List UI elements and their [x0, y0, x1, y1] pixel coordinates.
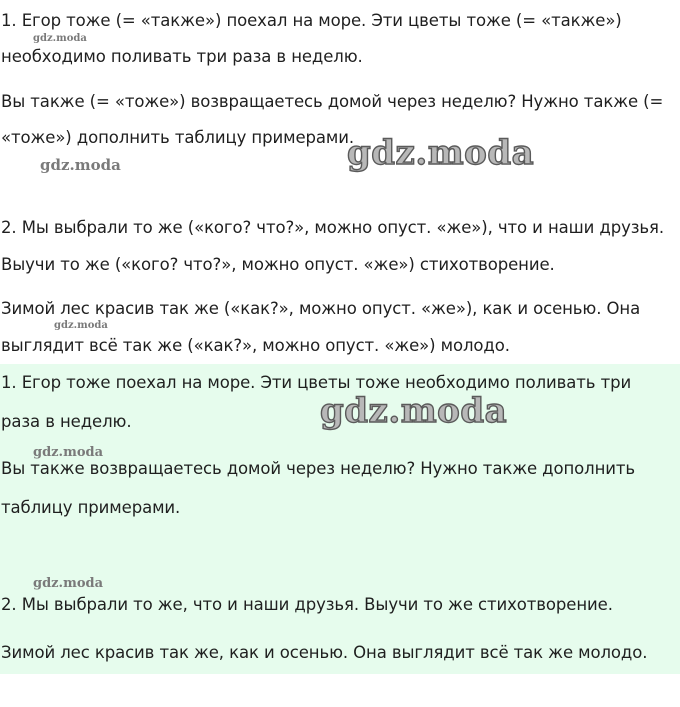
answer-line-6: Зимой лес красив так же, как и осенью. Она выглядит всё так же молодо.: [1, 643, 648, 662]
watermark-small: gdz.moda: [33, 445, 104, 460]
original-line-7: Зимой лес красив так же («как?», можно опуст. «же»), как и осенью. Она: [1, 299, 641, 318]
original-line-2: необходимо поливать три раза в неделю.: [1, 47, 363, 66]
watermark-medium: gdz.moda: [40, 156, 121, 174]
answer-line-1: 1. Егор тоже поехал на море. Эти цветы тоже необходимо поливать три: [1, 373, 632, 392]
watermark-large: gdz.moda: [320, 391, 508, 431]
original-line-3: Вы также (= «тоже») возвращаетесь домой через неделю? Нужно также (=: [1, 92, 664, 111]
watermark-large: gdz.moda: [347, 133, 535, 173]
watermark-small: gdz.moda: [33, 576, 104, 591]
watermark-small: gdz.moda: [33, 33, 87, 44]
original-line-8: выглядит всё так же («как?», можно опуст. «же») молодо.: [1, 336, 510, 355]
answer-line-5: 2. Мы выбрали то же, что и наши друзья. Выучи то же стихотворение.: [1, 595, 613, 614]
original-line-6: Выучи то же («кого? что?», можно опуст. «же») стихотворение.: [1, 255, 555, 274]
watermark-small: gdz.moda: [54, 320, 108, 331]
original-line-1: 1. Егор тоже (= «также») поехал на море. Эти цветы тоже (= «также»): [1, 11, 622, 30]
answer-line-2: раза в неделю.: [1, 412, 132, 431]
original-line-5: 2. Мы выбрали то же («кого? что?», можно опуст. «же»), что и наши друзья.: [1, 218, 665, 237]
original-line-4: «тоже») дополнить таблицу примерами.: [1, 128, 355, 147]
answer-line-3: Вы также возвращаетесь домой через неделю? Нужно также дополнить: [1, 459, 636, 478]
answer-line-4: таблицу примерами.: [1, 498, 181, 517]
